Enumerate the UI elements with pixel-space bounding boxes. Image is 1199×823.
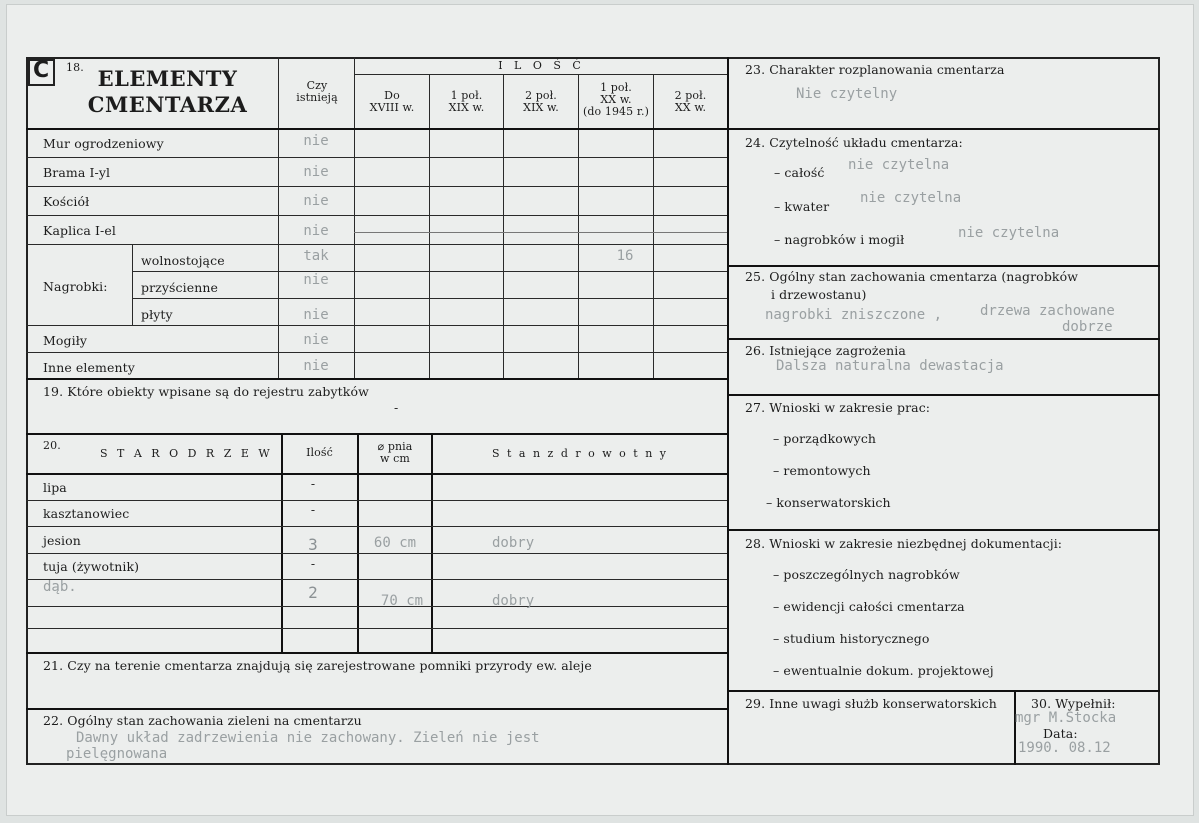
exists-value: nie [303,223,329,239]
center-divider [727,57,729,765]
section-25-value: nagrobki zniszczone , [765,307,943,323]
section-23-label: 23. Charakter rozplanowania cmentarza [745,62,1005,77]
filled-by-value: mgr M.Stocka [1015,710,1117,726]
tree-count: - [310,476,316,491]
documentation-item: – ewidencji całości cmentarza [773,599,965,614]
section-26-value: Dalsza naturalna dewastacja [776,358,1004,374]
period-header: 1 poł. XIX w. [448,89,485,114]
section-30-label: 30. Wypełnił: [1031,696,1116,711]
tree-health: dobry [492,535,535,551]
section-29-label: 29. Inne uwagi służb konserwatorskich [745,696,997,711]
element-row-label: Inne elementy [43,360,135,375]
readability-value: nie czytelna [860,190,962,206]
section-18-number: 18. [66,61,84,74]
element-row-label: Brama I-yl [43,165,111,180]
tree-name-handwritten: dąb. [43,579,77,595]
tree-diameter: 70 cm [380,593,424,609]
section-18-title-line1: ELEMENTY [97,66,238,91]
section-26-label: 26. Istniejące zagrożenia [745,343,906,358]
section-22-value-line1: Dawny układ zadrzewienia nie zachowany. Zieleń nie jest [76,730,540,746]
exists-value: nie [303,358,329,374]
section-25-label-line1: 25. Ogólny stan zachowania cmentarza (nagrobków [745,269,1079,284]
tree-health: dobry [492,593,535,609]
documentation-item: – studium historycznego [773,631,930,646]
element-row-label: Mogiły [43,333,88,348]
exists-value: nie [303,193,329,209]
date-label: Data: [1043,726,1078,741]
tree-count: - [310,556,316,571]
works-item: – remontowych [773,463,871,478]
trees-health-header: S t a n z d r o w o t n y [491,447,669,460]
section-25-label-line2: i drzewostanu) [771,287,867,302]
section-19-value: - [394,400,399,415]
exists-value: nie [303,332,329,348]
letter-c: C [33,58,50,83]
tree-diameter: 60 cm [373,535,417,551]
section-20-number: 20. [43,439,61,452]
section-28-label: 28. Wnioski w zakresie niezbędnej dokumentacji: [745,536,1063,551]
trees-count-header: Ilość [306,446,333,459]
works-item: – konserwatorskich [766,495,891,510]
element-row-label: Kościół [43,194,90,209]
exists-value: tak [303,248,329,264]
section-18-title-line2: CMENTARZA [87,92,248,117]
graves-label: Nagrobki: [43,279,108,294]
tree-count: - [310,502,316,517]
readability-value: nie czytelna [958,225,1060,241]
tree-name: tuja (żywotnik) [43,559,140,574]
period-header: 1 poł. XX w. (do 1945 r.) [583,81,649,118]
period-header: 2 poł. XX w. [674,89,707,114]
element-row-label: płyty [141,307,173,322]
count-value: 16 [616,248,634,264]
element-row-label: Mur ogrodzeniowy [43,136,164,151]
documentation-item: – ewentualnie dokum. projektowej [773,663,994,678]
exists-value: nie [303,164,329,180]
section-22-value-line2: pielęgnowana [66,746,168,762]
readability-item: – całość [774,165,825,180]
documentation-item: – poszczególnych nagrobków [773,567,960,582]
tree-name: lipa [43,480,67,495]
readability-value: nie czytelna [848,157,950,173]
exists-header: Czy istnieją [296,79,338,104]
element-row-label: wolnostojące [141,253,225,268]
section-25-value: drzewa zachowane [980,303,1115,319]
exists-value: nie [303,133,329,149]
section-22-label: 22. Ogólny stan zachowania zieleni na cmentarzu [43,713,362,728]
period-header: Do XVIII w. [369,89,415,114]
tree-name: jesion [43,533,81,548]
element-row-label: przyścienne [141,280,219,295]
readability-item: – kwater [774,199,830,214]
section-23-value: Nie czytelny [796,86,898,102]
exists-value: nie [303,272,329,288]
date-value: 1990. 08.12 [1018,740,1111,756]
readability-item: – nagrobków i mogił [774,232,905,247]
exists-value: nie [303,307,329,323]
tree-count: 2 [308,583,318,602]
trees-header: S T A R O D R Z E W [100,447,273,460]
section-21-label: 21. Czy na terenie cmentarza znajdują się zarejestrowane pomniki przyrody ew. aleje [43,658,592,673]
period-header: 2 poł. XIX w. [523,89,559,114]
element-row-label: Kaplica I-el [43,223,116,238]
section-19-label: 19. Które obiekty wpisane są do rejestru zabytków [43,384,369,399]
works-item: – porządkowych [773,431,877,446]
section-27-label: 27. Wnioski w zakresie prac: [745,400,931,415]
tree-name: kasztanowiec [43,506,130,521]
trees-diameter-header: ⌀ pnia w cm [377,440,413,465]
section-25-value: dobrze [1062,319,1113,335]
quantity-header: I L O Ś Ć [498,59,585,72]
section-24-label: 24. Czytelność układu cmentarza: [745,135,963,150]
tree-count: 3 [308,535,318,554]
